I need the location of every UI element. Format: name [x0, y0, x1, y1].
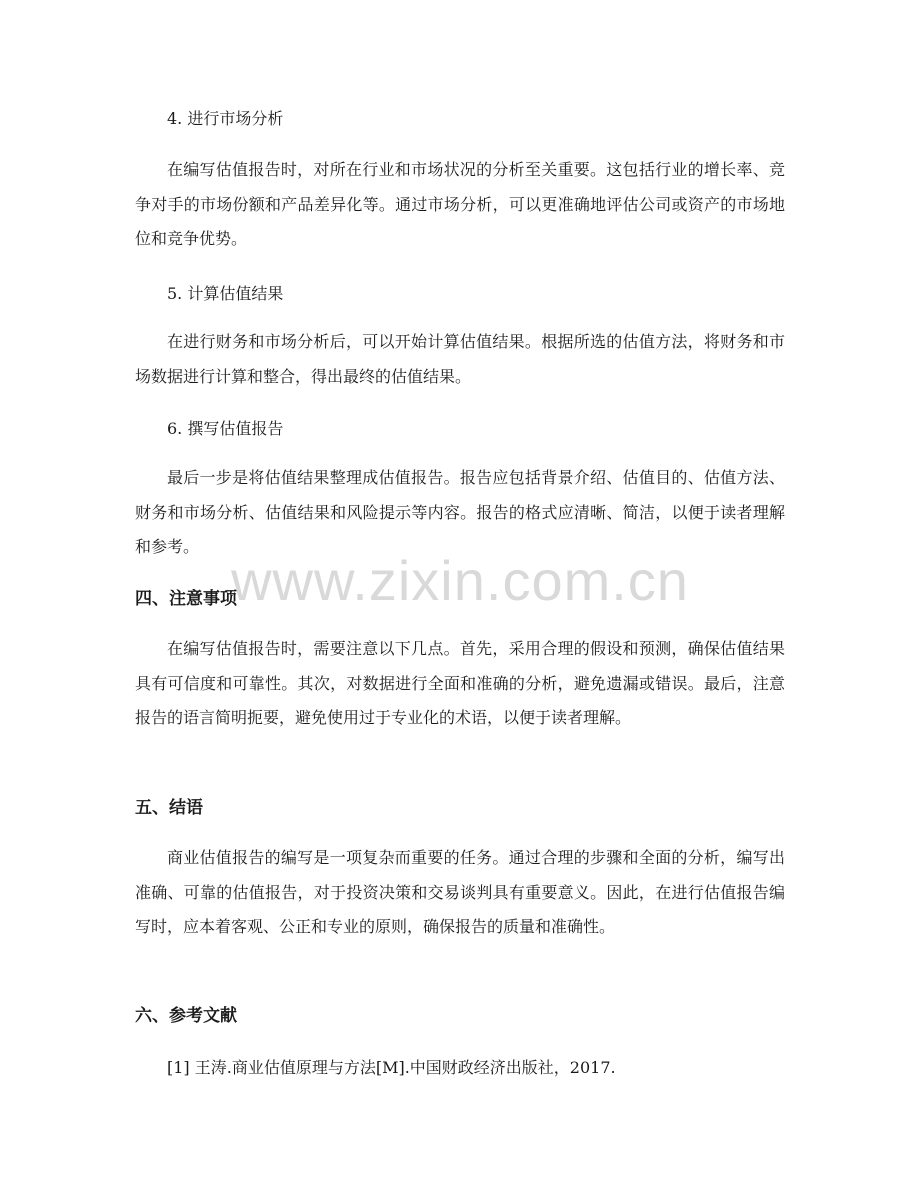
conclusion-body: 商业估值报告的编写是一项复杂而重要的任务。通过合理的步骤和全面的分析，编写出准确、可靠的估值报告，对于投资决策和交易谈判具有重要意义。因此，在进行估值报告编写时，应本着客观、公正和专业的原则，确保报告的质量和准确性。	[135, 848, 785, 936]
step-6-title: 6. 撰写估值报告	[167, 419, 284, 438]
watermark: www.zixin.com.cn	[231, 549, 689, 612]
step-5-body: 在进行财务和市场分析后，可以开始计算估值结果。根据所选的估值方法，将财务和市场数据进行计算和整合，得出最终的估值结果。	[135, 332, 785, 386]
notes-heading: 四、注意事项	[135, 589, 237, 609]
notes-body: 在编写估值报告时，需要注意以下几点。首先，采用合理的假设和预测，确保估值结果具有可信度和可靠性。其次，对数据进行全面和准确的分析，避免遗漏或错误。最后，注意报告的语言简明扼要，避免使用过于专业化的术语，以便于读者理解。	[135, 639, 785, 727]
step-6-body: 最后一步是将估值结果整理成估值报告。报告应包括背景介绍、估值目的、估值方法、财务和市场分析、估值结果和风险提示等内容。报告的格式应清晰、简洁，以便于读者理解和参考。	[135, 468, 785, 556]
conclusion-heading: 五、结语	[135, 798, 203, 818]
step-5-title: 5. 计算估值结果	[167, 284, 284, 303]
references-heading: 六、参考文献	[135, 1006, 237, 1026]
step-4-title: 4. 进行市场分析	[167, 109, 284, 128]
reference-item-1: [1] 王涛.商业估值原理与方法[M].中国财政经济出版社，2017.	[167, 1058, 616, 1077]
step-4-body: 在编写估值报告时，对所在行业和市场状况的分析至关重要。这包括行业的增长率、竞争对手的市场份额和产品差异化等。通过市场分析，可以更准确地评估公司或资产的市场地位和竞争优势。	[135, 160, 785, 248]
